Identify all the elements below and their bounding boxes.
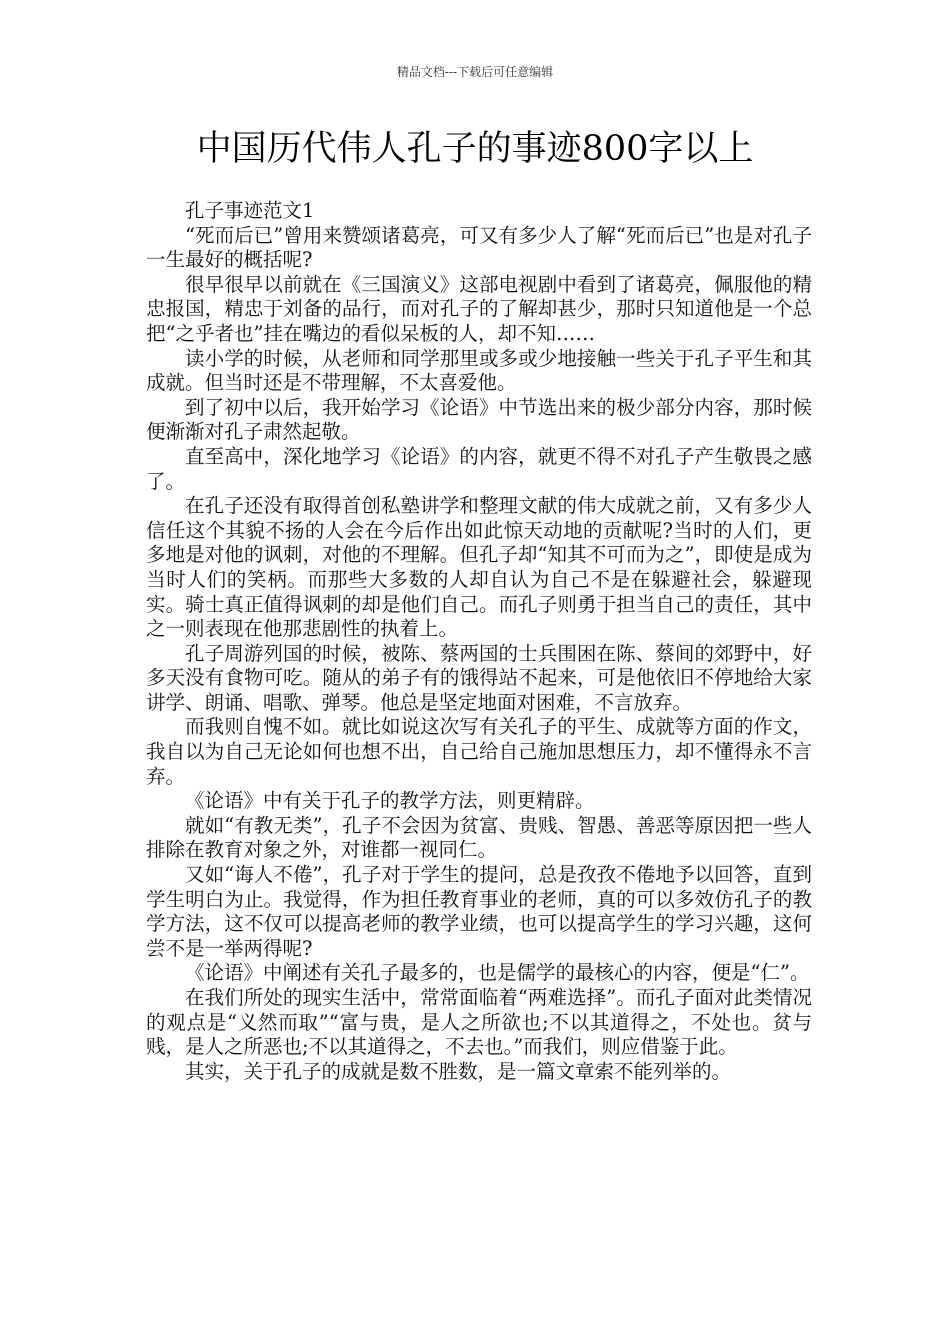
paragraph-3: 读小学的时候，从老师和同学那里或多或少地接触一些关于孔子平生和其成就。但当时还是不带理解，不太喜爱他。 [146,346,812,395]
paragraph-5: 直至高中，深化地学习《论语》的内容，就更不得不对孔子产生敬畏之感了。 [146,444,812,493]
paragraph-11: 又如“诲人不倦”，孔子对于学生的提问，总是孜孜不倦地予以回答，直到学生明白为止。我觉得，作为担任教育事业的老师，真的可以多效仿孔子的教学方法，这不仅可以提高老师的教学业绩，也可以提高学生的学习兴趣，这何尝不是一举两得呢? [146,863,812,960]
paragraph-14: 其实，关于孔子的成就是数不胜数，是一篇文章索不能列举的。 [185,1059,732,1083]
paragraph-6: 在孔子还没有取得首创私塾讲学和整理文献的伟大成就之前，又有多少人信任这个其貌不扬的人会在今后作出如此惊天动地的贡献呢?当时的人们，更多地是对他的讽刺，对他的不理解。但孔子却“知其不可而为之”，即使是成为当时人们的笑柄。而那些大多数的人却自认为自己不是在躲避社会，躲避现实。骑士真正值得讽刺的却是他们自己。而孔子则勇于担当自己的责任，其中之一则表现在他那悲剧性的执着上。 [146,494,812,641]
paragraph-4: 到了初中以后，我开始学习《论语》中节选出来的极少部分内容，那时候便渐渐对孔子肃然起敬。 [146,395,812,444]
paragraph-13: 在我们所处的现实生活中，常常面临着“两难选择”。而孔子面对此类情况的观点是“义然而取”“富与贵，是人之所欲也;不以其道得之，不处也。贫与贱，是人之所恶也;不以其道得之，不去也。”而我们，则应借鉴于此。 [146,986,812,1059]
document-title: 中国历代伟人孔子的事迹800字以上 [196,129,754,169]
document-body [146,199,812,1084]
paragraph-7: 孔子周游列国的时候，被陈、蔡两国的士兵围困在陈、蔡间的郊野中，好多天没有食物可吃。随从的弟子有的饿得站不起来，可是他依旧不停地给大家讲学、朗诵、唱歌、弹琴。他总是坚定地面对困难，不言放弃。 [146,641,812,714]
paragraph-10: 就如“有教无类”，孔子不会因为贫富、贵贱、智愚、善恶等原因把一些人排除在教育对象之外，对谁都一视同仁。 [146,813,812,862]
section-heading: 孔子事迹范文1 [185,199,315,222]
paragraph-12: 《论语》中阐述有关孔子最多的，也是儒学的最核心的内容，便是“仁”。 [185,961,810,985]
paragraph-2: 很早很早以前就在《三国演义》这部电视剧中看到了诸葛亮，佩服他的精忠报国，精忠于刘备的品行，而对孔子的了解却甚少，那时只知道他是一个总把“之乎者也”挂在嘴边的看似呆板的人，却不知…… [146,272,812,345]
paragraph-1: “死而后已”曾用来赞颂诸葛亮，可又有多少人了解“死而后已”也是对孔子一生最好的概括呢? [146,223,812,272]
paragraph-9: 《论语》中有关于孔子的教学方法，则更精辟。 [185,789,595,813]
header-note: 精品文档---下载后可任意编辑 [396,65,554,79]
paragraph-8: 而我则自愧不如。就比如说这次写有关孔子的平生、成就等方面的作文，我自以为自己无论如何也想不出，自己给自己施加思想压力，却不懂得永不言弃。 [146,715,812,788]
